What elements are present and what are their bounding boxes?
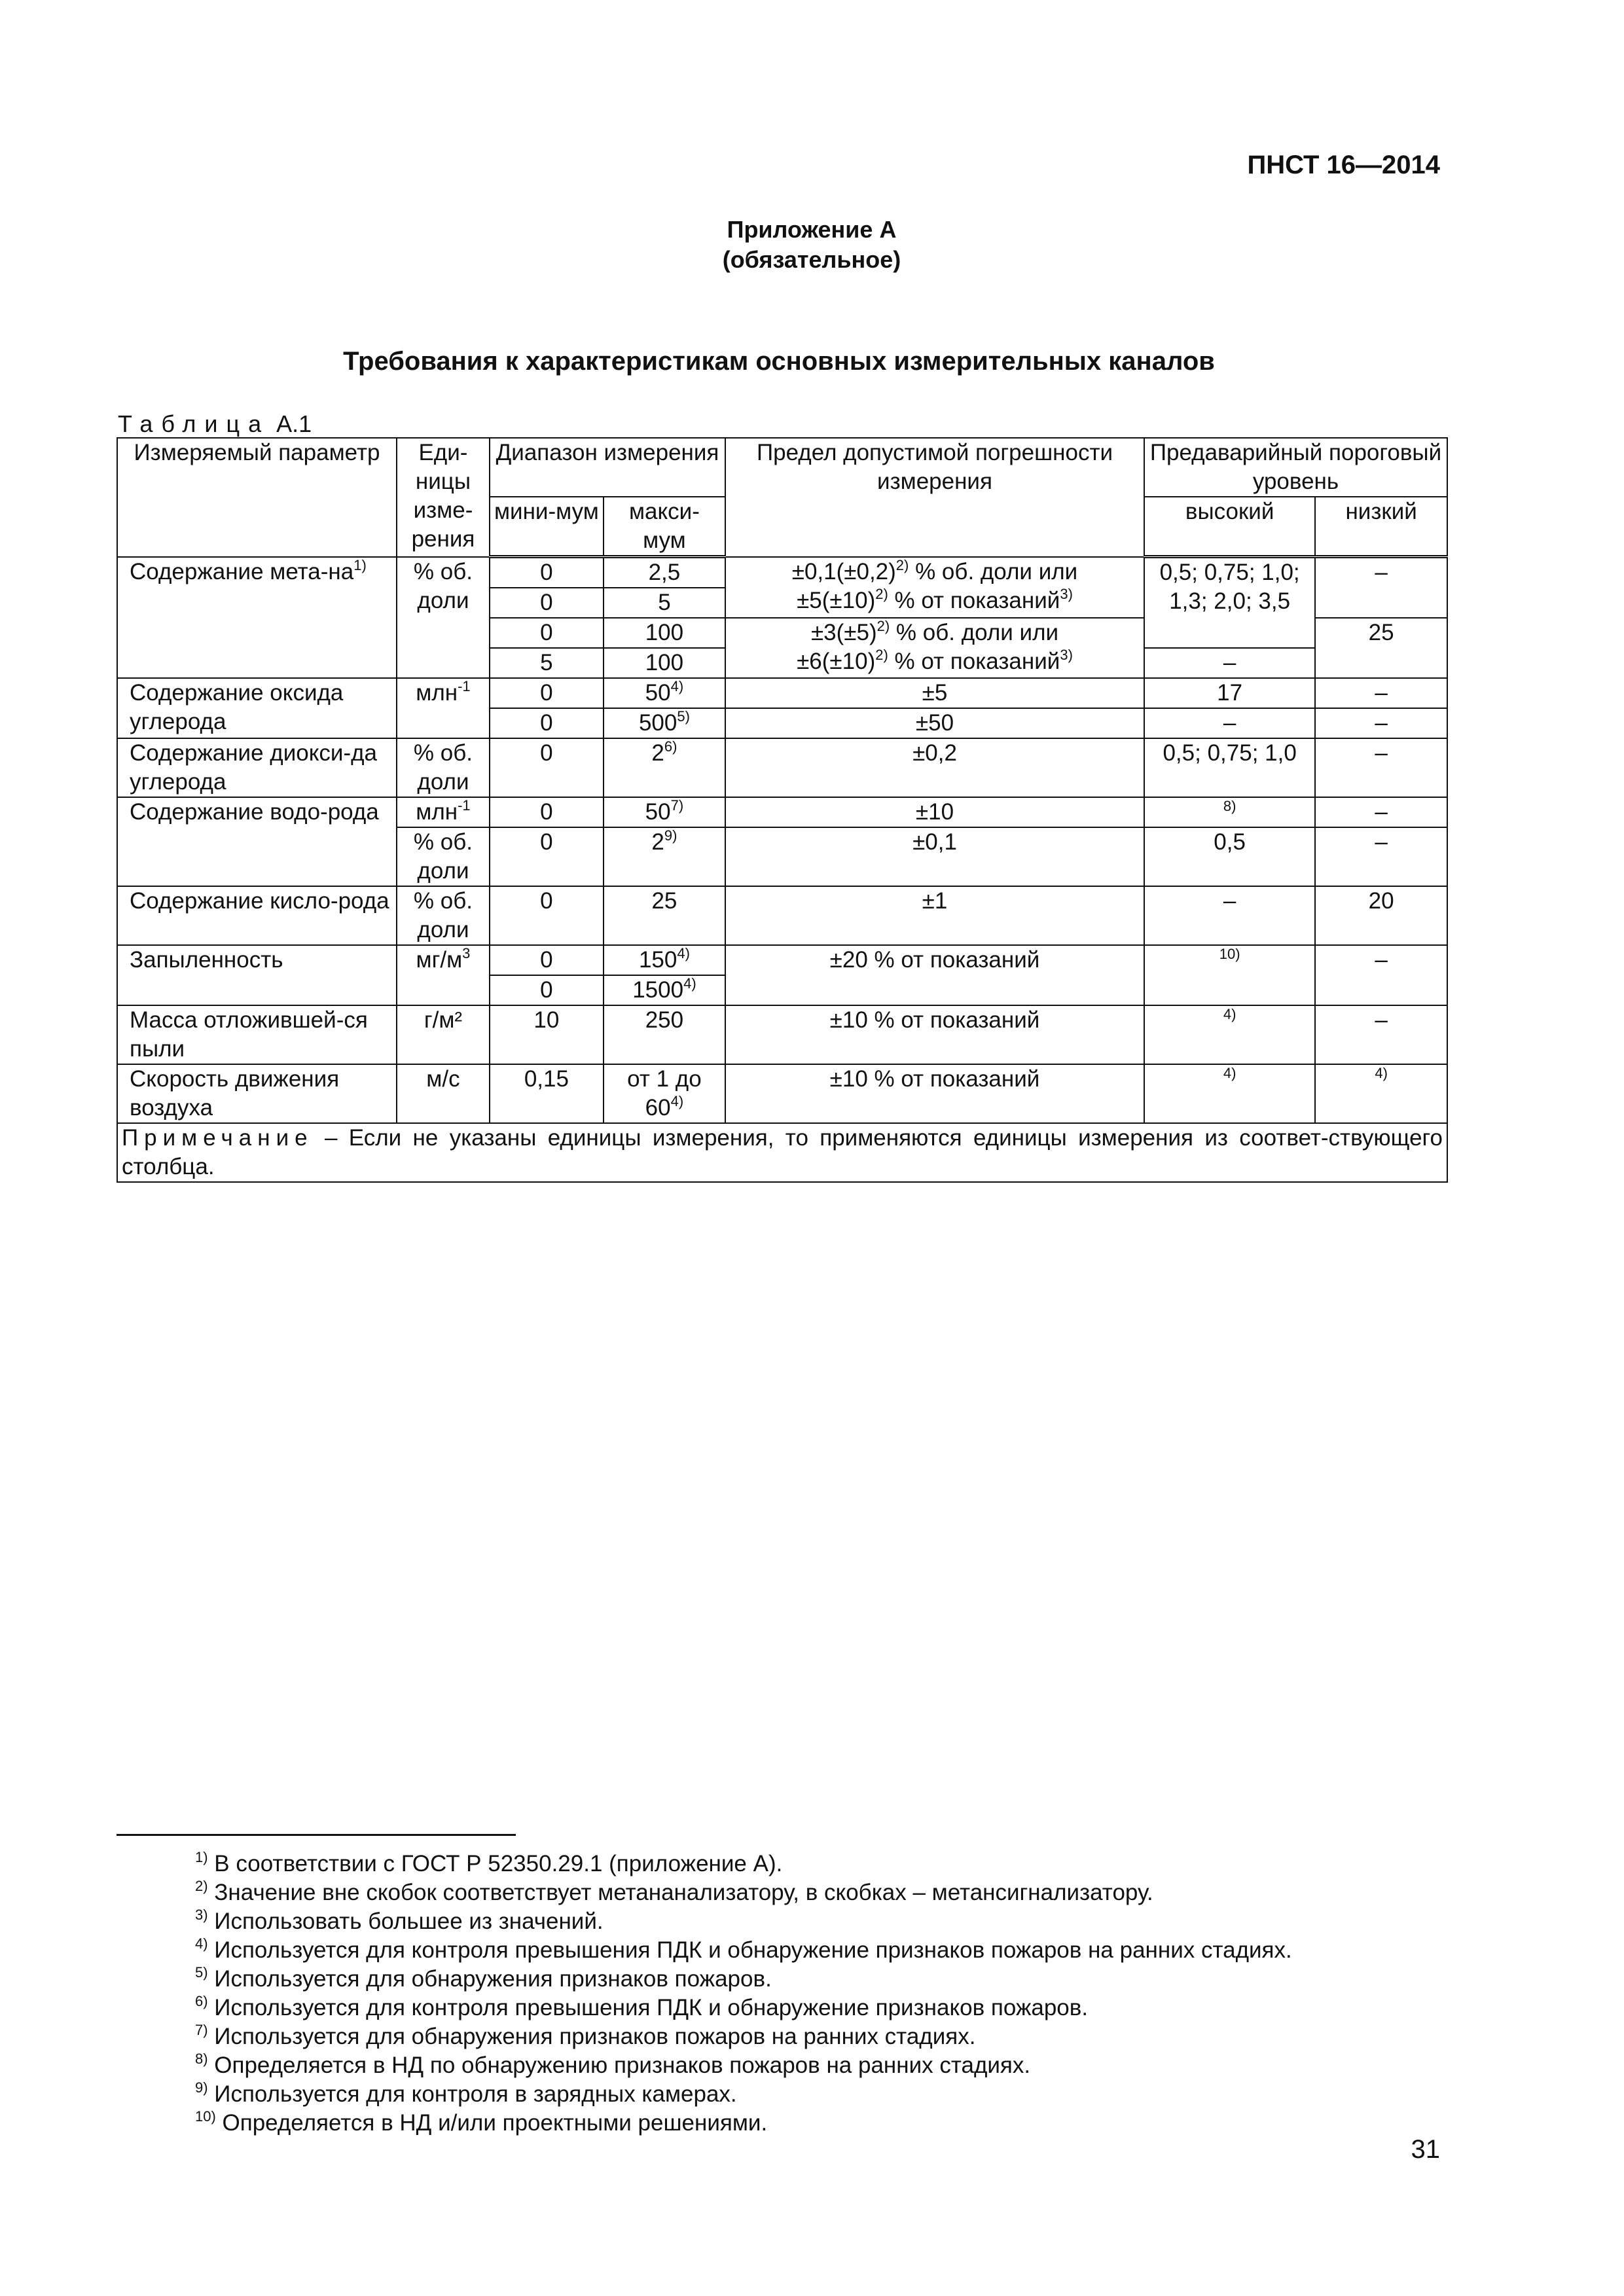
cell-low: 4) <box>1315 1064 1447 1123</box>
row-param: Содержание оксида углерода <box>117 678 397 738</box>
cell-max: 5 <box>604 588 725 618</box>
row-unit: $мг/м^3$ <box>397 945 490 1005</box>
footnote: $^{2)}$ Значение вне скобок соответствует метананализатору, в скобках – метансигнализатору. <box>195 1878 1153 1905</box>
cell-high: 0,5 <box>1144 827 1315 886</box>
table-row <box>117 557 1447 588</box>
row-unit: м/с <box>397 1064 490 1123</box>
footnote-separator <box>117 1834 516 1836</box>
row-param: Содержание диокси-да углерода <box>117 738 397 797</box>
cell-min: 0 <box>490 738 604 797</box>
table-caption-word: Таблица <box>118 410 270 437</box>
row-unit: млн$^{-1}$ <box>397 678 490 738</box>
table-row <box>117 678 1447 708</box>
header-param: Измеряемый параметр <box>117 438 397 557</box>
cell-max: от 1 до 60$^{4)}$ <box>604 1064 725 1123</box>
standard-code: ПНСТ 16—2014 <box>1247 151 1440 179</box>
cell-max: 50$^{7)}$ <box>604 797 725 827</box>
cell-high: 8) <box>1144 797 1315 827</box>
cell-min: 0 <box>490 797 604 827</box>
footnote: $^{8)}$ Определяется в НД по обнаружению признаков пожаров на ранних стадиях. <box>195 2051 1031 2078</box>
appendix-heading <box>484 215 1139 275</box>
cell-min: 0 <box>490 975 604 1005</box>
cell-error: ±0,1 <box>725 827 1144 886</box>
table-row <box>117 738 1447 797</box>
table-row <box>117 945 1447 975</box>
table-row <box>117 1064 1447 1123</box>
cell-max: 100 <box>604 618 725 648</box>
cell-low: 20 <box>1315 886 1447 945</box>
cell-error: ±10 <box>725 797 1144 827</box>
cell-min: 0,15 <box>490 1064 604 1123</box>
cell-error: ±5 <box>725 678 1144 708</box>
row-unit: г/м² <box>397 1005 490 1064</box>
cell-high: 0,5; 0,75; 1,0 <box>1144 738 1315 797</box>
table-note-row <box>117 1123 1447 1182</box>
row-param: Содержание водо-рода <box>117 797 397 886</box>
cell-high: – <box>1144 708 1315 738</box>
table-row <box>117 1005 1447 1064</box>
cell-min: 0 <box>490 945 604 975</box>
row-unit: % об. доли <box>397 886 490 945</box>
cell-max: 50$^{4)}$ <box>604 678 725 708</box>
header-error: Предел допустимой погрешности измерения <box>725 438 1144 557</box>
footnote: $^{4)}$ Используется для контроля превышения ПДК и обнаружение признаков пожаров на ранних стадиях. <box>195 1935 1292 1963</box>
footnote: $^{7)}$ Используется для обнаружения признаков пожаров на ранних стадиях. <box>195 2022 976 2049</box>
section-title: Требования к характеристикам основных измерительных каналов <box>343 347 1215 376</box>
appendix-title: Приложение А <box>727 216 897 243</box>
appendix-status: (обязательное) <box>722 246 901 273</box>
cell-error: ±10 % от показаний <box>725 1005 1144 1064</box>
header-range: Диапазон измерения <box>490 438 725 497</box>
cell-error: $\pm 3(\pm 5)^{2)}$ % об. доли или $\pm 6(\pm 10)^{2)}$ % от показаний$^{3)}$ <box>725 618 1144 678</box>
header-range-min: мини-мум <box>490 497 604 557</box>
requirements-table <box>117 437 1448 1183</box>
cell-error: ±10 % от показаний <box>725 1064 1144 1123</box>
row-unit: млн$^{-1}$ <box>397 797 490 827</box>
cell-error: ±0,2 <box>725 738 1144 797</box>
cell-min: 0 <box>490 708 604 738</box>
footnotes <box>195 1850 1439 2138</box>
cell-low: – <box>1315 678 1447 708</box>
header-threshold-low: низкий <box>1315 497 1447 557</box>
row-param: Скорость движения воздуха <box>117 1064 397 1123</box>
cell-high: 17 <box>1144 678 1315 708</box>
row-unit: % об. доли <box>397 557 490 679</box>
cell-error: ±20 % от показаний <box>725 945 1144 1005</box>
cell-low: – <box>1315 1005 1447 1064</box>
cell-error: $\pm 0,1(\pm 0,2)^{2)}$ % об. доли или $\pm 5(\pm 10)^{2)}$ % от показаний$^{3)}$ <box>725 557 1144 619</box>
cell-low: – <box>1315 827 1447 886</box>
header-range-max: макси-мум <box>604 497 725 557</box>
row-param: Масса отложившей-ся пыли <box>117 1005 397 1064</box>
cell-low: – <box>1315 708 1447 738</box>
cell-high: – <box>1144 886 1315 945</box>
row-param: Запыленность <box>117 945 397 1005</box>
footnote: $^{10)}$ Определяется в НД и/или проектными решениями. <box>195 2108 768 2136</box>
cell-high: – <box>1144 648 1315 678</box>
cell-max: 2$^{6)}$ <box>604 738 725 797</box>
footnote: $^{1)}$ В соответствии с ГОСТ Р 52350.29.1 (приложение А). <box>195 1849 783 1876</box>
cell-low: – <box>1315 797 1447 827</box>
note-text: – Если не указаны единицы измерения, то применяются единицы измерения из соответ-ствующего столбца. <box>122 1125 1443 1179</box>
row-param: Содержание кисло-рода <box>117 886 397 945</box>
cell-min: 0 <box>490 588 604 618</box>
row-param: Содержание мета-$на^{1)}$ <box>117 557 397 679</box>
footnote: $^{5)}$ Используется для обнаружения признаков пожаров. <box>195 1964 772 1992</box>
cell-max: 500$^{5)}$ <box>604 708 725 738</box>
table-caption <box>118 410 312 438</box>
footnote: $^{9)}$ Используется для контроля в зарядных камерах. <box>195 2079 737 2107</box>
cell-max: 2$^{9)}$ <box>604 827 725 886</box>
cell-max: 150$^{4)}$ <box>604 945 725 975</box>
page-number: 31 <box>1411 2135 1440 2164</box>
cell-max: 100 <box>604 648 725 678</box>
cell-low: 25 <box>1315 618 1447 678</box>
cell-min: 0 <box>490 557 604 588</box>
cell-max: 2,5 <box>604 557 725 588</box>
header-threshold-high: высокий <box>1144 497 1315 557</box>
cell-high: 4) <box>1144 1064 1315 1123</box>
cell-min: 0 <box>490 678 604 708</box>
cell-min: 5 <box>490 648 604 678</box>
footnote: $^{6)}$ Используется для контроля превышения ПДК и обнаружение признаков пожаров. <box>195 1993 1089 2020</box>
footnote: $^{3)}$ Использовать большее из значений. <box>195 1907 604 1934</box>
table-header-row <box>117 438 1447 497</box>
header-unit: Еди-ницы изме-рения <box>397 438 490 557</box>
table-row <box>117 886 1447 945</box>
cell-high: 0,5; 0,75; 1,0; 1,3; 2,0; 3,5 <box>1144 557 1315 649</box>
cell-max: 25 <box>604 886 725 945</box>
cell-error: ±50 <box>725 708 1144 738</box>
table-row <box>117 797 1447 827</box>
cell-error: ±1 <box>725 886 1144 945</box>
cell-high: 4) <box>1144 1005 1315 1064</box>
cell-min: 10 <box>490 1005 604 1064</box>
cell-min: 0 <box>490 827 604 886</box>
row-unit: % об. доли <box>397 827 490 886</box>
table-note <box>117 1123 1447 1182</box>
cell-low: – <box>1315 557 1447 619</box>
cell-min: 0 <box>490 618 604 648</box>
cell-low: – <box>1315 945 1447 1005</box>
header-threshold: Предаварийный пороговый уровень <box>1144 438 1447 497</box>
cell-min: 0 <box>490 886 604 945</box>
note-word: Примечание <box>122 1125 314 1151</box>
table-caption-number: А.1 <box>276 410 312 437</box>
row-unit: % об. доли <box>397 738 490 797</box>
cell-max: 250 <box>604 1005 725 1064</box>
cell-low: – <box>1315 738 1447 797</box>
cell-high: 10) <box>1144 945 1315 1005</box>
cell-max: 1500$^{4)}$ <box>604 975 725 1005</box>
